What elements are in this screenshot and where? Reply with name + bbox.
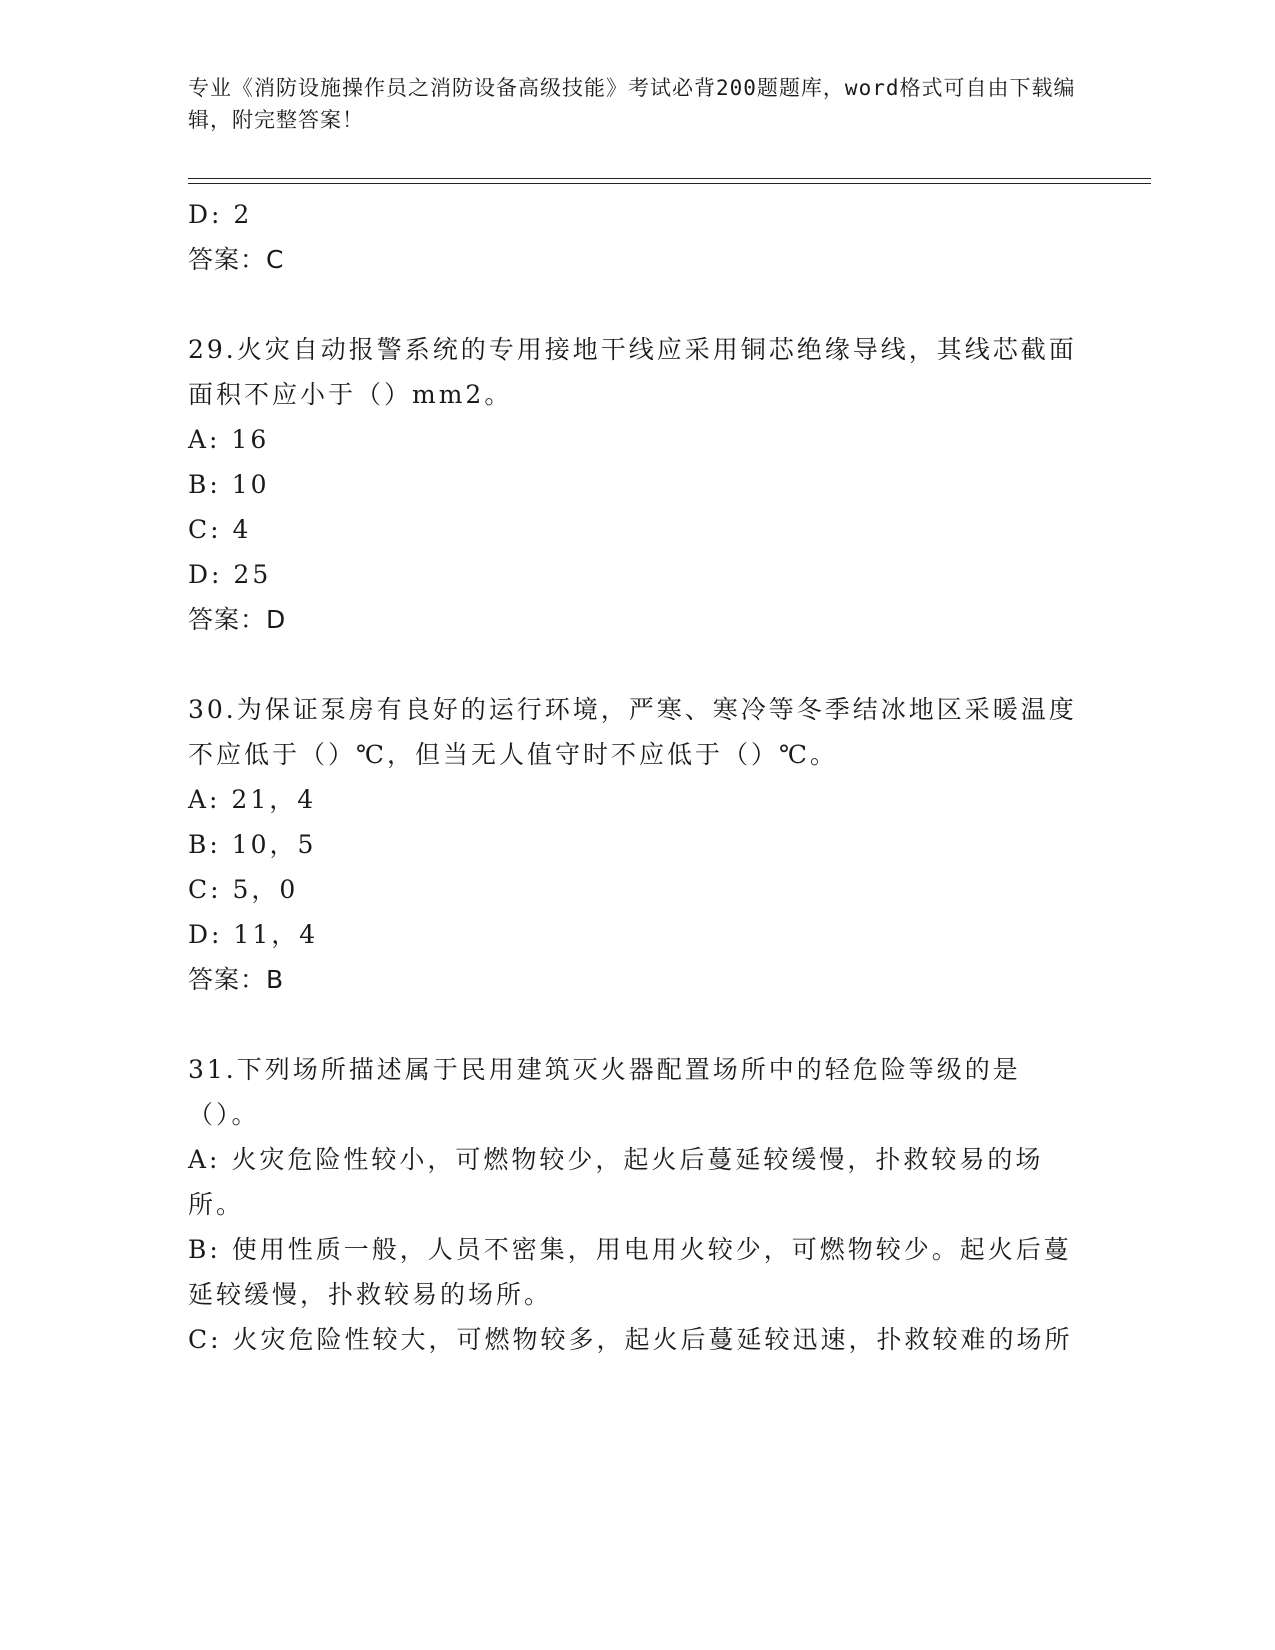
option-d: D: 2	[188, 200, 253, 229]
header-rule-bottom	[188, 183, 1151, 184]
question-30-option-c: C: 5，0	[188, 875, 299, 904]
question-29-option-d: D: 25	[188, 560, 272, 589]
question-30-option-d: D: 11，4	[188, 920, 319, 949]
question-31-option-a: A: 火灾危险性较小，可燃物较少，起火后蔓延较缓慢，扑救较易的场所。	[188, 1145, 1044, 1219]
question-29-option-a: A: 16	[188, 425, 270, 454]
question-29-option-b: B: 10	[188, 470, 270, 499]
answer-line: 答案：C	[188, 245, 285, 274]
question-30-option-b: B: 10，5	[188, 830, 317, 859]
question-29-option-c: C: 4	[188, 515, 252, 544]
question-29-answer: 答案：D	[188, 605, 287, 634]
question-31-option-c: C: 火灾危险性较大，可燃物较多，起火后蔓延较迅速，扑救较难的场所	[188, 1325, 1073, 1354]
question-30-option-a: A: 21，4	[188, 785, 317, 814]
document-body	[188, 192, 1088, 1362]
question-31-stem: 31.下列场所描述属于民用建筑灭火器配置场所中的轻危险等级的是（）。	[188, 1055, 1021, 1129]
spacer	[188, 282, 1088, 327]
question-29-stem: 29.火灾自动报警系统的专用接地干线应采用铜芯绝缘导线，其线芯截面面积不应小于（）mm2。	[188, 335, 1077, 409]
document-header: 专业《消防设施操作员之消防设备高级技能》考试必背200题题库，word格式可自由下载编辑，附完整答案！	[188, 76, 1076, 132]
spacer	[188, 1002, 1088, 1047]
question-30-answer: 答案：B	[188, 965, 285, 994]
question-30-stem: 30.为保证泵房有良好的运行环境，严寒、寒冷等冬季结冰地区采暖温度不应低于（）℃，但当无人值守时不应低于（）℃。	[188, 695, 1077, 769]
spacer	[188, 642, 1088, 687]
header-rule-top	[188, 178, 1151, 179]
question-31-option-b: B: 使用性质一般，人员不密集，用电用火较少，可燃物较少。起火后蔓延较缓慢，扑救较易的场所。	[188, 1235, 1072, 1309]
